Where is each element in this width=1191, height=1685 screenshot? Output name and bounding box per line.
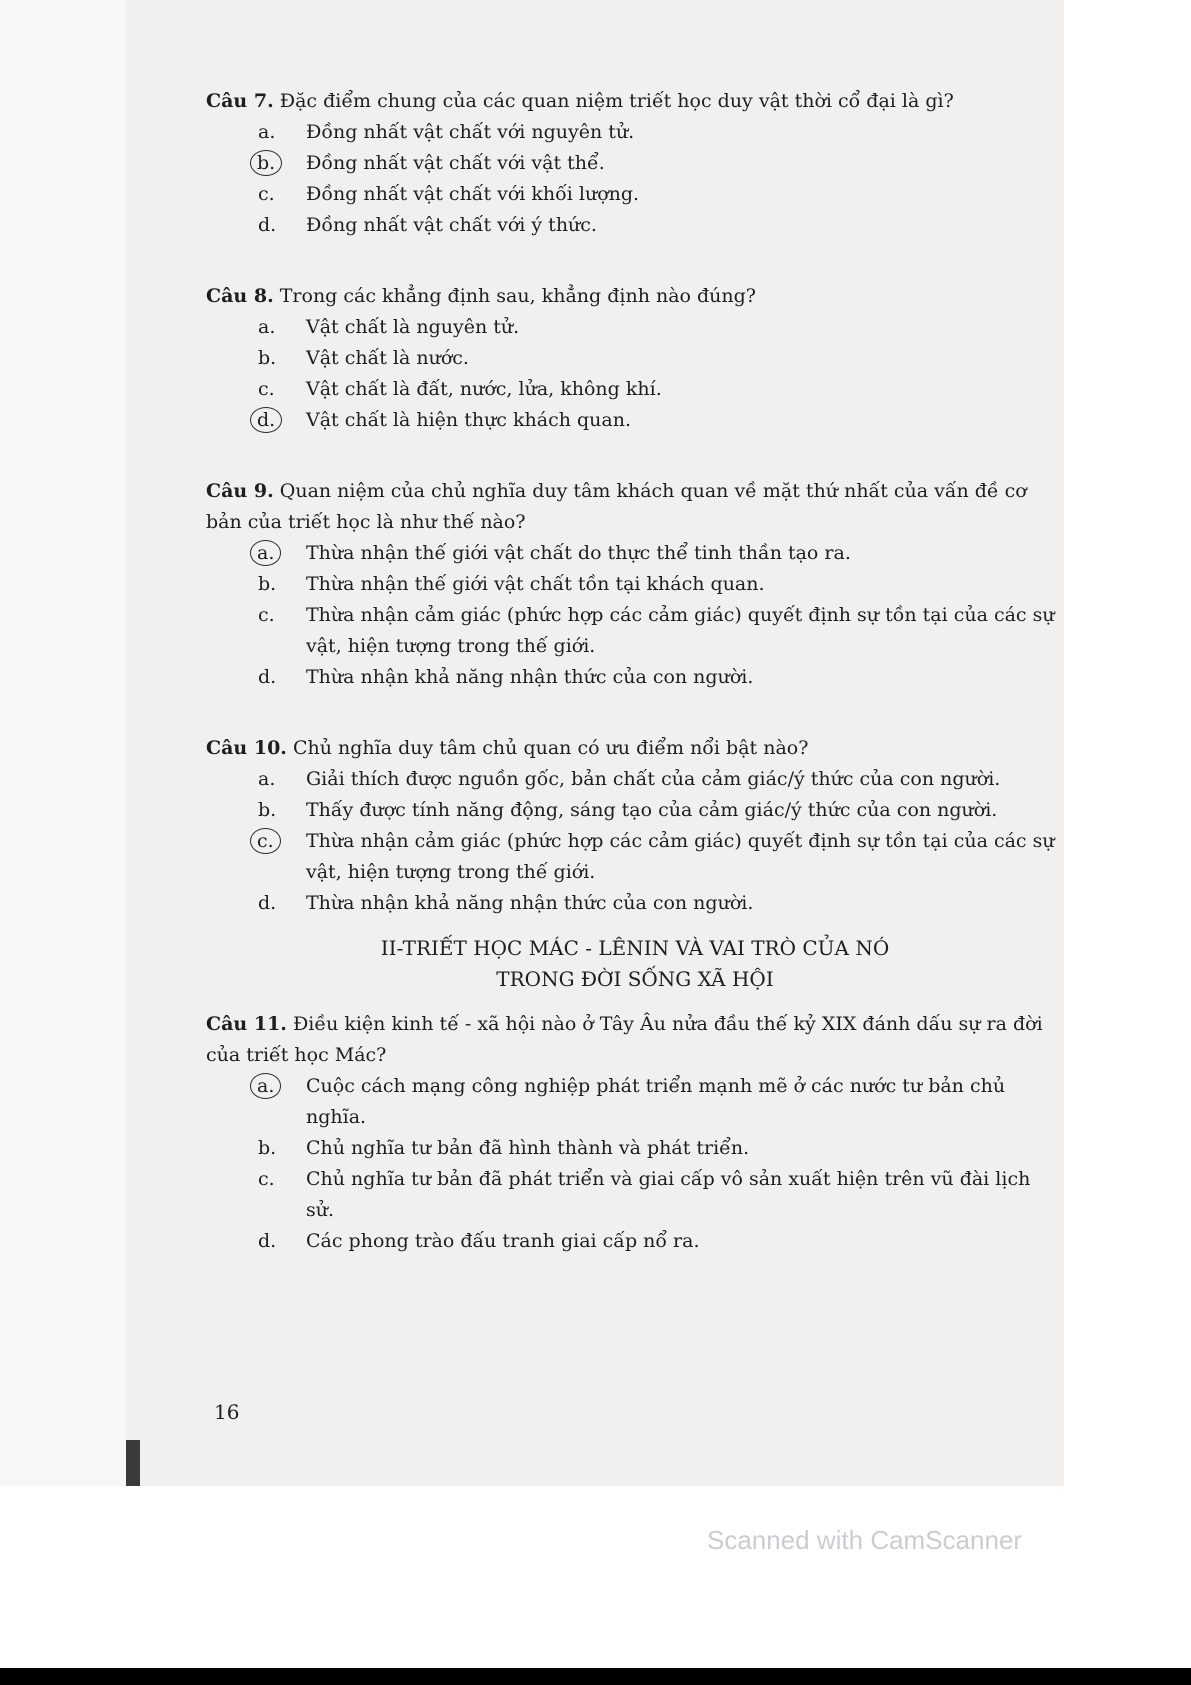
question-8 [206, 281, 1064, 436]
question-9 [206, 476, 1064, 693]
question-number: Câu 11. [206, 1013, 287, 1035]
option-text: Chủ nghĩa tư bản đã phát triển và giai cấp vô sản xuất hiện trên vũ đài lịch sử. [306, 1168, 1031, 1221]
option-list [258, 312, 1064, 436]
option-letter-circled [258, 538, 306, 569]
option-letter: a. [258, 768, 276, 790]
option-letter: b. [258, 799, 277, 821]
page-content [206, 86, 1064, 1257]
option-list [258, 538, 1064, 693]
option-a [258, 117, 1064, 148]
question-stem: Chủ nghĩa duy tâm chủ quan có ưu điểm nổi bật nào? [292, 737, 809, 759]
option-text: Đồng nhất vật chất với nguyên tử. [306, 121, 635, 143]
option-letter: b. [258, 573, 277, 595]
option-list [258, 764, 1064, 919]
option-b [258, 795, 1064, 826]
option-letter: c. [258, 183, 275, 205]
option-letter: b. [258, 347, 277, 369]
option-d [258, 405, 1064, 436]
question-stem: Điều kiện kinh tế - xã hội nào ở Tây Âu nửa đầu thế kỷ XIX đánh dấu sự ra đời của triết học Mác? [206, 1013, 1043, 1066]
question-stem: Đặc điểm chung của các quan niệm triết học duy vật thời cổ đại là gì? [279, 90, 954, 112]
option-text: Thừa nhận thế giới vật chất tồn tại khách quan. [306, 573, 765, 595]
option-letter: c. [258, 604, 275, 626]
option-text: Cuộc cách mạng công nghiệp phát triển mạnh mẽ ở các nước tư bản chủ nghĩa. [306, 1075, 1006, 1128]
circled-letter: a. [250, 1073, 281, 1099]
option-d [258, 888, 1064, 919]
option-text: Thừa nhận khả năng nhận thức của con người. [306, 892, 754, 914]
question-7 [206, 86, 1064, 241]
option-c [258, 600, 1064, 662]
question-10 [206, 733, 1064, 919]
option-text: Chủ nghĩa tư bản đã hình thành và phát triển. [306, 1137, 750, 1159]
option-c [258, 179, 1064, 210]
option-list [258, 1071, 1064, 1257]
option-letter: c. [258, 1168, 275, 1190]
scan-background [0, 0, 126, 1486]
spacer [206, 241, 1064, 281]
question-stem: Trong các khẳng định sau, khẳng định nào đúng? [279, 285, 756, 307]
option-letter: a. [258, 316, 276, 338]
option-text: Vật chất là nước. [306, 347, 469, 369]
option-text: Thừa nhận thế giới vật chất do thực thể tinh thần tạo ra. [306, 542, 851, 564]
option-a [258, 538, 1064, 569]
section-title-line-2: TRONG ĐỜI SỐNG XÃ HỘI [496, 967, 774, 991]
section-title-line-1: II-TRIẾT HỌC MÁC - LÊNIN VÀ VAI TRÒ CỦA NÓ [380, 936, 890, 960]
option-letter: d. [258, 1230, 277, 1252]
option-letter-circled [258, 1071, 306, 1102]
option-letter: d. [258, 214, 277, 236]
book-page [126, 0, 1064, 1486]
question-number: Câu 10. [206, 737, 287, 759]
option-letter: b. [258, 1137, 277, 1159]
option-text: Vật chất là đất, nước, lửa, không khí. [306, 378, 662, 400]
bottom-border [0, 1668, 1191, 1685]
option-text: Thừa nhận khả năng nhận thức của con người. [306, 666, 754, 688]
option-text: Các phong trào đấu tranh giai cấp nổ ra. [306, 1230, 700, 1252]
option-letter: c. [258, 378, 275, 400]
option-list [258, 117, 1064, 241]
option-a [258, 764, 1064, 795]
option-c [258, 826, 1064, 888]
option-d [258, 210, 1064, 241]
option-d [258, 662, 1064, 693]
option-letter: d. [258, 892, 277, 914]
option-c [258, 374, 1064, 405]
option-letter-circled [258, 405, 306, 436]
question-number: Câu 9. [206, 480, 274, 502]
option-letter-circled [258, 826, 306, 857]
option-b [258, 343, 1064, 374]
spacer [206, 693, 1064, 733]
option-b [258, 569, 1064, 600]
section-title [206, 933, 1064, 995]
circled-letter: a. [250, 540, 281, 566]
option-letter-circled [258, 148, 306, 179]
option-text: Giải thích được nguồn gốc, bản chất của cảm giác/ý thức của con người. [306, 768, 1001, 790]
option-b [258, 1133, 1064, 1164]
option-text: Vật chất là nguyên tử. [306, 316, 520, 338]
option-d [258, 1226, 1064, 1257]
option-text: Thừa nhận cảm giác (phức hợp các cảm giác) quyết định sự tồn tại của các sự vật, hiện tượng trong thế giới. [306, 604, 1055, 657]
spacer [206, 436, 1064, 476]
option-letter: a. [258, 121, 276, 143]
option-a [258, 312, 1064, 343]
question-number: Câu 7. [206, 90, 274, 112]
option-letter: d. [258, 666, 277, 688]
option-text: Thừa nhận cảm giác (phức hợp các cảm giác) quyết định sự tồn tại của các sự vật, hiện tượng trong thế giới. [306, 830, 1055, 883]
question-number: Câu 8. [206, 285, 274, 307]
option-text: Đồng nhất vật chất với vật thể. [306, 152, 605, 174]
circled-letter: c. [250, 828, 281, 854]
page-number: 16 [214, 1400, 240, 1424]
page-corner-shadow [126, 1440, 140, 1486]
option-text: Đồng nhất vật chất với khối lượng. [306, 183, 640, 205]
option-text: Vật chất là hiện thực khách quan. [306, 409, 631, 431]
option-b [258, 148, 1064, 179]
option-text: Đồng nhất vật chất với ý thức. [306, 214, 597, 236]
option-a [258, 1071, 1064, 1133]
question-stem: Quan niệm của chủ nghĩa duy tâm khách quan về mặt thứ nhất của vấn đề cơ bản của triết học là như thế nào? [206, 480, 1027, 533]
circled-letter: d. [250, 407, 282, 433]
circled-letter: b. [250, 150, 282, 176]
option-text: Thấy được tính năng động, sáng tạo của cảm giác/ý thức của con người. [306, 799, 998, 821]
scanner-watermark: Scanned with CamScanner [707, 1525, 1023, 1555]
option-c [258, 1164, 1064, 1226]
question-11 [206, 1009, 1064, 1257]
